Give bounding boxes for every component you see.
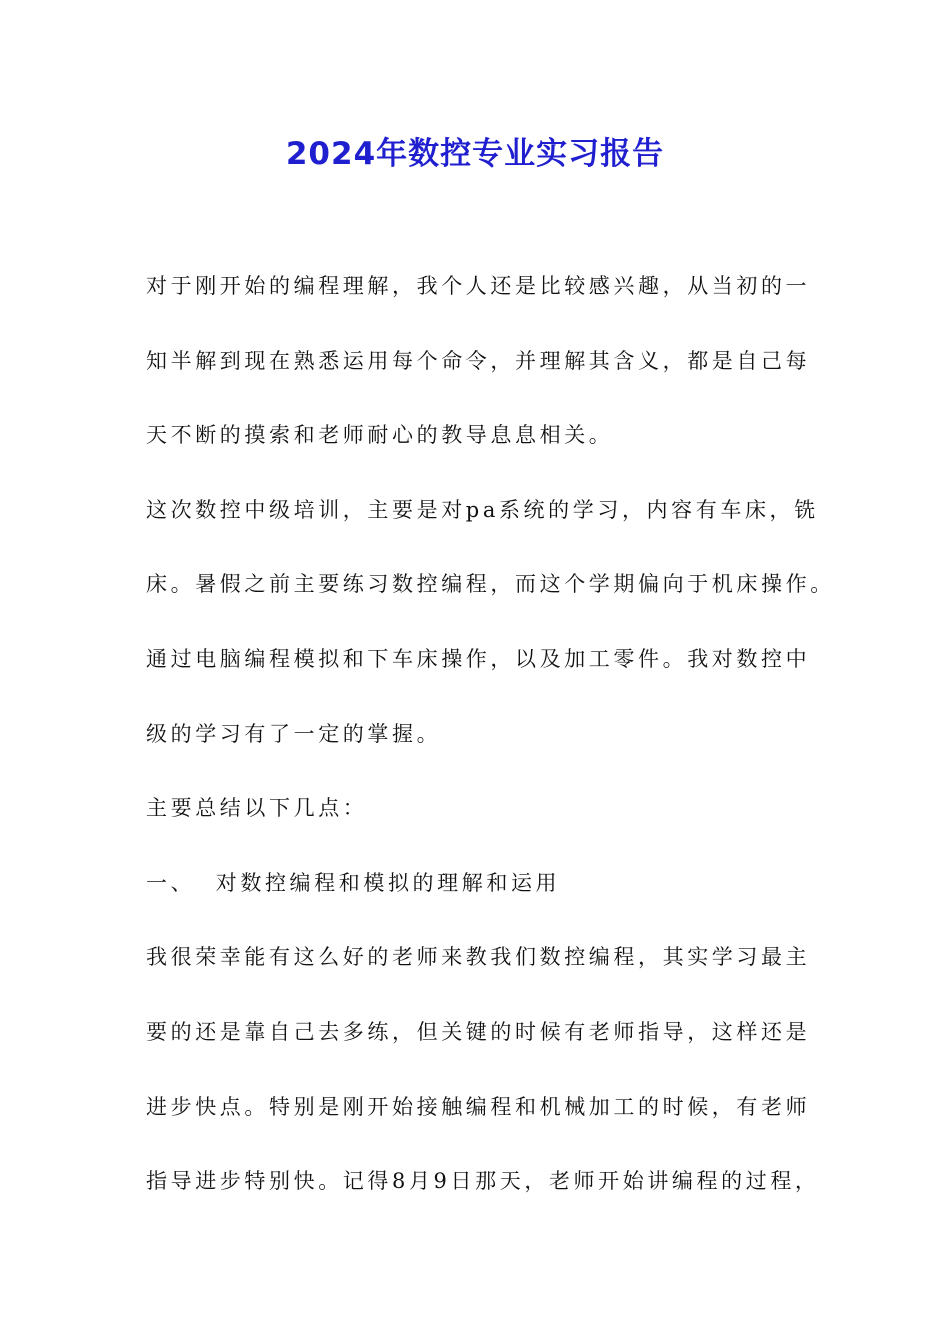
body-line-8: 主要总结以下几点： [146, 796, 368, 821]
body-line-13: 指导进步特别快。记得8月9日那天，老师开始讲编程的过程， [146, 1169, 820, 1194]
body-line-3: 天不断的摸索和老师耐心的教导息息相关。 [146, 423, 614, 448]
section-heading-1: 一、 对数控编程和模拟的理解和运用 [146, 870, 561, 895]
body-line-12: 进步快点。特别是刚开始接触编程和机械加工的时候，有老师 [146, 1094, 811, 1119]
body-line-5: 床。暑假之前主要练习数控编程，而这个学期偏向于机床操作。 [146, 572, 835, 597]
document-title: 2024年数控专业实习报告 [285, 136, 665, 172]
body-line-4: 这次数控中级培训，主要是对pa系统的学习，内容有车床，铣 [146, 497, 819, 522]
body-line-7: 级的学习有了一定的掌握。 [146, 721, 442, 746]
body-line-10: 我很荣幸能有这么好的老师来教我们数控编程，其实学习最主 [146, 945, 811, 970]
document-body [146, 261, 836, 1231]
body-line-1: 对于刚开始的编程理解，我个人还是比较感兴趣，从当初的一 [146, 274, 811, 298]
body-line-2: 知半解到现在熟悉运用每个命令，并理解其含义，都是自己每 [146, 348, 811, 373]
body-line-6: 通过电脑编程模拟和下车床操作，以及加工零件。我对数控中 [146, 646, 811, 671]
body-line-11: 要的还是靠自己去多练，但关键的时候有老师指导，这样还是 [146, 1019, 811, 1044]
